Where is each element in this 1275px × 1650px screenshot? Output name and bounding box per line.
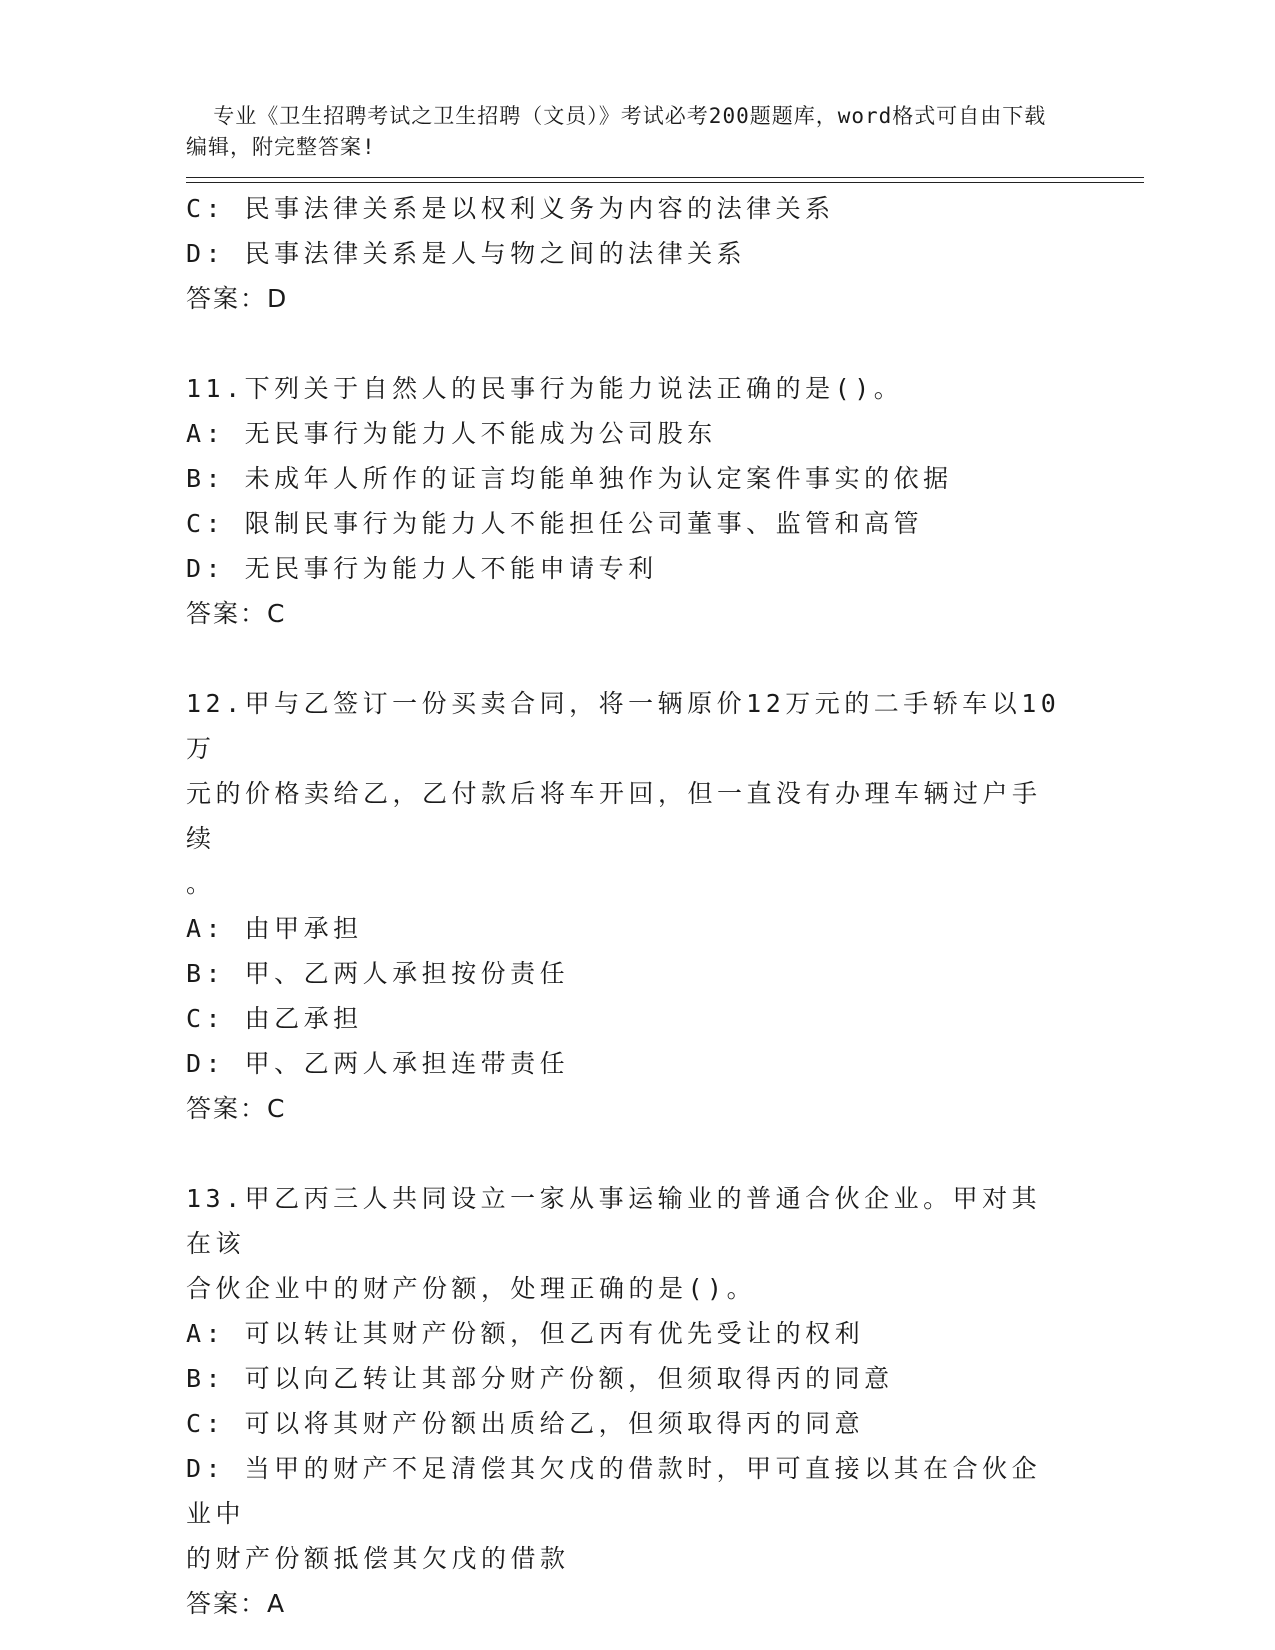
option-a: A: 由甲承担 xyxy=(186,914,363,943)
answer-value: C xyxy=(267,1094,286,1123)
header-title: 专业《卫生招聘考试之卫生招聘（文员）》考试必考200题题库，word格式可自由下载编辑，附完整答案! xyxy=(186,104,1047,159)
question-12 xyxy=(186,681,1066,1131)
option-a: A: 可以转让其财产份额，但乙丙有优先受让的权利 xyxy=(186,1319,865,1348)
answer-label: 答案： xyxy=(186,284,268,313)
answer-line xyxy=(186,276,1066,321)
option-b: B: 可以向乙转让其部分财产份额，但须取得丙的同意 xyxy=(186,1364,894,1393)
answer-label: 答案： xyxy=(186,1589,268,1618)
answer-value: C xyxy=(267,599,286,628)
answer-line xyxy=(186,1581,1066,1626)
answer-value: D xyxy=(267,284,288,313)
option-b: B: 未成年人所作的证言均能单独作为认定案件事实的依据 xyxy=(186,464,953,493)
option-d-line: 的财产份额抵偿其欠戊的借款 xyxy=(186,1544,570,1573)
option-d-line: D: 当甲的财产不足清偿其欠戊的借款时，甲可直接以其在合伙企业中 xyxy=(186,1454,1042,1528)
question-stem: 11.下列关于自然人的民事行为能力说法正确的是()。 xyxy=(186,374,904,403)
answer-label: 答案： xyxy=(186,1094,268,1123)
option-d: D: 甲、乙两人承担连带责任 xyxy=(186,1049,570,1078)
header-divider-bottom xyxy=(186,182,1144,183)
spacer xyxy=(186,1131,1066,1176)
option-c: C: 民事法律关系是以权利义务为内容的法律关系 xyxy=(186,194,835,223)
header-divider-top xyxy=(186,177,1144,178)
document-header xyxy=(186,70,1066,163)
question-11 xyxy=(186,366,1066,636)
option-b: B: 甲、乙两人承担按份责任 xyxy=(186,959,570,988)
question-stem-line: 元的价格卖给乙，乙付款后将车开回，但一直没有办理车辆过户手续 xyxy=(186,779,1042,853)
answer-value: A xyxy=(267,1589,286,1618)
spacer xyxy=(186,636,1066,681)
answer-line xyxy=(186,1086,1066,1131)
option-d: D: 民事法律关系是人与物之间的法律关系 xyxy=(186,239,747,268)
question-13 xyxy=(186,1176,1066,1626)
option-c: C: 限制民事行为能力人不能担任公司董事、监管和高管 xyxy=(186,509,924,538)
carryover-question xyxy=(186,186,1066,321)
document-body xyxy=(186,186,1066,1626)
answer-line xyxy=(186,591,1066,636)
spacer xyxy=(186,321,1066,366)
option-d: D: 无民事行为能力人不能申请专利 xyxy=(186,554,658,583)
option-c: C: 由乙承担 xyxy=(186,1004,363,1033)
option-c: C: 可以将其财产份额出质给乙，但须取得丙的同意 xyxy=(186,1409,865,1438)
question-stem-line: 13.甲乙丙三人共同设立一家从事运输业的普通合伙企业。甲对其在该 xyxy=(186,1184,1042,1258)
answer-label: 答案： xyxy=(186,599,268,628)
question-stem-line: 合伙企业中的财产份额，处理正确的是()。 xyxy=(186,1274,757,1303)
option-a: A: 无民事行为能力人不能成为公司股东 xyxy=(186,419,717,448)
question-stem-line: 。 xyxy=(186,869,216,898)
question-stem-line: 12.甲与乙签订一份买卖合同，将一辆原价12万元的二手轿车以10万 xyxy=(186,689,1061,763)
